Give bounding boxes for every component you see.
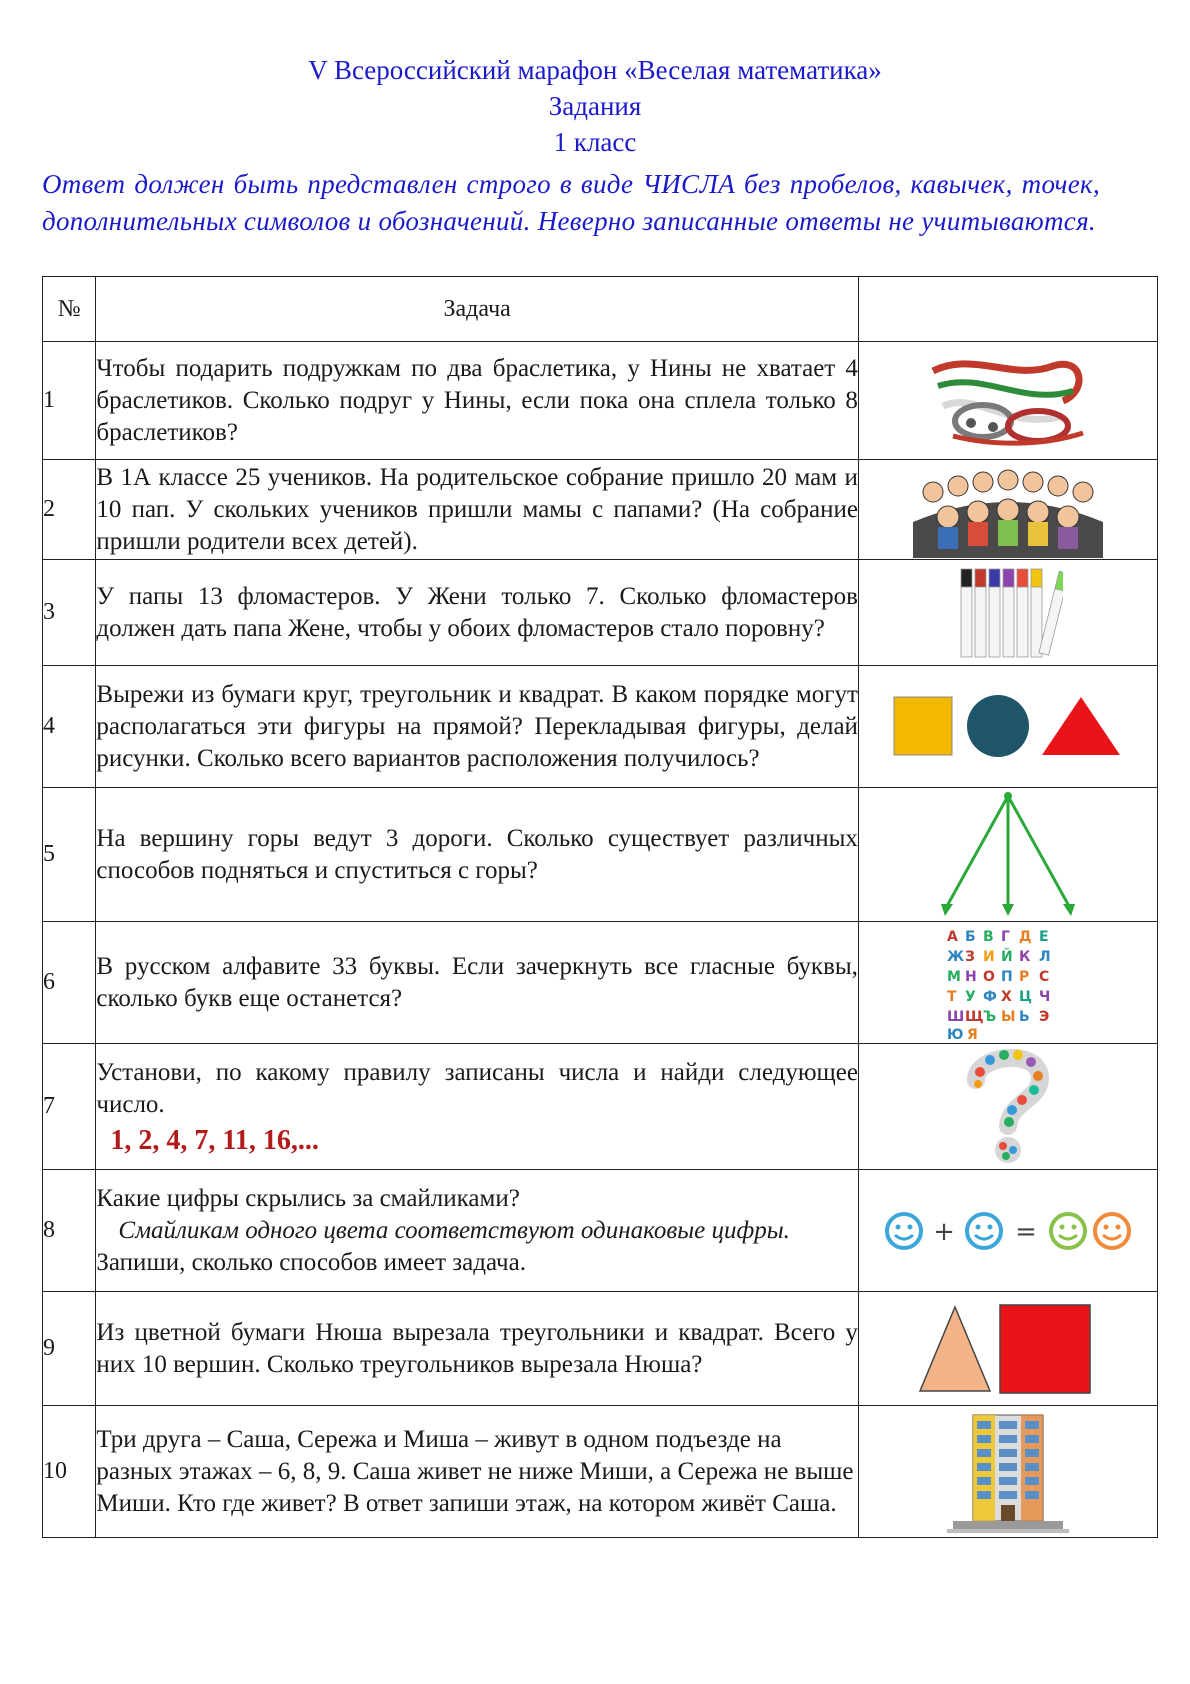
task-number: 1 [43, 342, 96, 460]
task-number: 5 [43, 788, 96, 922]
svg-text:Щ: Щ [964, 1008, 984, 1025]
svg-text:В: В [982, 928, 994, 945]
three-roads-diagram [858, 788, 1157, 922]
task-number: 3 [43, 560, 96, 666]
svg-text:З: З [964, 948, 975, 965]
task-text: Установи, по какому правилу записаны числа и найди следующее число. [96, 1058, 858, 1118]
table-row [43, 1406, 1158, 1538]
smileys-equation [858, 1170, 1157, 1292]
table-row [43, 1044, 1158, 1170]
task-text: Какие цифры скрылись за смайликами? [96, 1184, 520, 1212]
task-text: В 1А классе 25 учеников. На родительское собрание пришло 20 мам и 10 пап. У скольких учеников пришли мамы с папами? (На собрание пришли родители всех детей). [96, 460, 859, 560]
table-row [43, 788, 1158, 922]
task-number: 6 [43, 922, 96, 1044]
tasks-table [42, 276, 1158, 1538]
table-row [43, 1292, 1158, 1406]
question-mark-image [858, 1044, 1157, 1170]
grade-label: 1 класс [553, 127, 637, 157]
table-row [43, 1170, 1158, 1292]
task-text: Три друга – Саша, Сережа и Миша – живут в одном подъезде на разных этажах – 6, 8, 9. Саша живет не ниже Миши, а Сережа не выше Миши. Кто где живет? В ответ запиши этаж, на котором живёт Саша. [96, 1406, 859, 1538]
svg-text:Л: Л [1038, 948, 1051, 965]
svg-text:Т: Т [946, 988, 957, 1005]
svg-text:Ш: Ш [946, 1008, 965, 1025]
svg-text:Е: Е [1038, 928, 1049, 945]
table-row [43, 460, 1158, 560]
svg-text:С: С [1038, 968, 1050, 985]
page-header [0, 52, 1190, 160]
svg-text:Ч: Ч [1038, 988, 1051, 1005]
building-image [858, 1406, 1157, 1538]
equals-sign: = [1015, 1216, 1037, 1247]
table-row [43, 342, 1158, 460]
task-cell [96, 1170, 859, 1292]
svg-text:Г: Г [1000, 928, 1010, 945]
svg-text:Ц: Ц [1018, 988, 1032, 1005]
task-text: Чтобы подарить подружкам по два браслетика, у Нины не хватает 4 браслетиков. Сколько подруг у Нины, если пока она сплела только 8 браслетиков? [96, 342, 859, 460]
svg-text:Ф: Ф [982, 988, 997, 1005]
task-number: 4 [43, 666, 96, 788]
page-title: V Всероссийский марафон «Веселая математика» [308, 55, 882, 85]
plus-sign: + [933, 1216, 955, 1247]
task-number: 7 [43, 1044, 96, 1170]
shapes-image [858, 666, 1157, 788]
triangle-square-image [858, 1292, 1157, 1406]
svg-text:Д: Д [1018, 928, 1032, 945]
svg-text:И: И [982, 948, 995, 965]
task-cell [96, 1044, 859, 1170]
table-row [43, 666, 1158, 788]
svg-text:П: П [1000, 968, 1013, 985]
markers-image [858, 560, 1157, 666]
svg-text:Ь: Ь [1018, 1008, 1030, 1025]
svg-text:Б: Б [964, 928, 976, 945]
task-hint: Смайликам одного цвета соответствуют одинаковые цифры. [118, 1216, 790, 1244]
number-sequence: 1, 2, 4, 7, 11, 16,... [110, 1124, 319, 1156]
svg-text:К: К [1018, 948, 1031, 965]
task-text-2: Запиши, сколько способов имеет задача. [96, 1248, 526, 1276]
parents-crowd-image [858, 460, 1157, 560]
svg-text:А: А [946, 928, 958, 945]
svg-text:Ю: Ю [946, 1026, 964, 1041]
table-header-row [43, 277, 1158, 342]
bracelets-image [858, 342, 1157, 460]
task-text: На вершину горы ведут 3 дороги. Сколько существует различных способов подняться и спуститься с горы? [96, 788, 859, 922]
task-number: 9 [43, 1292, 96, 1406]
svg-text:Ъ: Ъ [982, 1008, 997, 1025]
task-text: У папы 13 фломастеров. У Жени только 7. Сколько фломастеров должен дать папа Жене, чтобы у обоих фломастеров стало поровну? [96, 560, 859, 666]
table-row [43, 922, 1158, 1044]
svg-text:О: О [982, 968, 995, 985]
task-number: 2 [43, 460, 96, 560]
alphabet-image [858, 922, 1157, 1044]
svg-text:У: У [964, 988, 976, 1005]
svg-text:Ж: Ж [946, 948, 965, 965]
svg-text:Я: Я [966, 1026, 978, 1041]
task-text: Вырежи из бумаги круг, треугольник и квадрат. В каком порядке могут располагаться эти фигуры на прямой? Перекладывая фигуры, делай рисунки. Сколько всего вариантов расположения получилось? [96, 666, 859, 788]
svg-text:Ы: Ы [1000, 1008, 1016, 1025]
task-text: В русском алфавите 33 буквы. Если зачеркнуть все гласные буквы, сколько букв еще останется? [96, 922, 859, 1044]
table-row [43, 560, 1158, 666]
svg-text:Х: Х [1000, 988, 1012, 1005]
task-number: 10 [43, 1406, 96, 1538]
col-num-header: № [43, 277, 96, 342]
task-number: 8 [43, 1170, 96, 1292]
page-subtitle: Задания [548, 91, 642, 121]
svg-text:Э: Э [1038, 1008, 1050, 1025]
svg-text:Р: Р [1018, 968, 1030, 985]
answer-notice: Ответ должен быть представлен строго в виде ЧИСЛА без пробелов, кавычек, точек, дополнительных символов и обозначений. Неверно записанные ответы не учитываются. [42, 169, 1100, 236]
svg-text:Й: Й [1000, 948, 1013, 965]
svg-text:Н: Н [964, 968, 977, 985]
svg-text:М: М [946, 968, 961, 985]
col-task-header: Задача [96, 277, 859, 342]
task-text: Из цветной бумаги Нюша вырезала треугольники и квадрат. Всего у них 10 вершин. Сколько треугольников вырезала Нюша? [96, 1292, 859, 1406]
col-picture-header [858, 277, 1157, 342]
